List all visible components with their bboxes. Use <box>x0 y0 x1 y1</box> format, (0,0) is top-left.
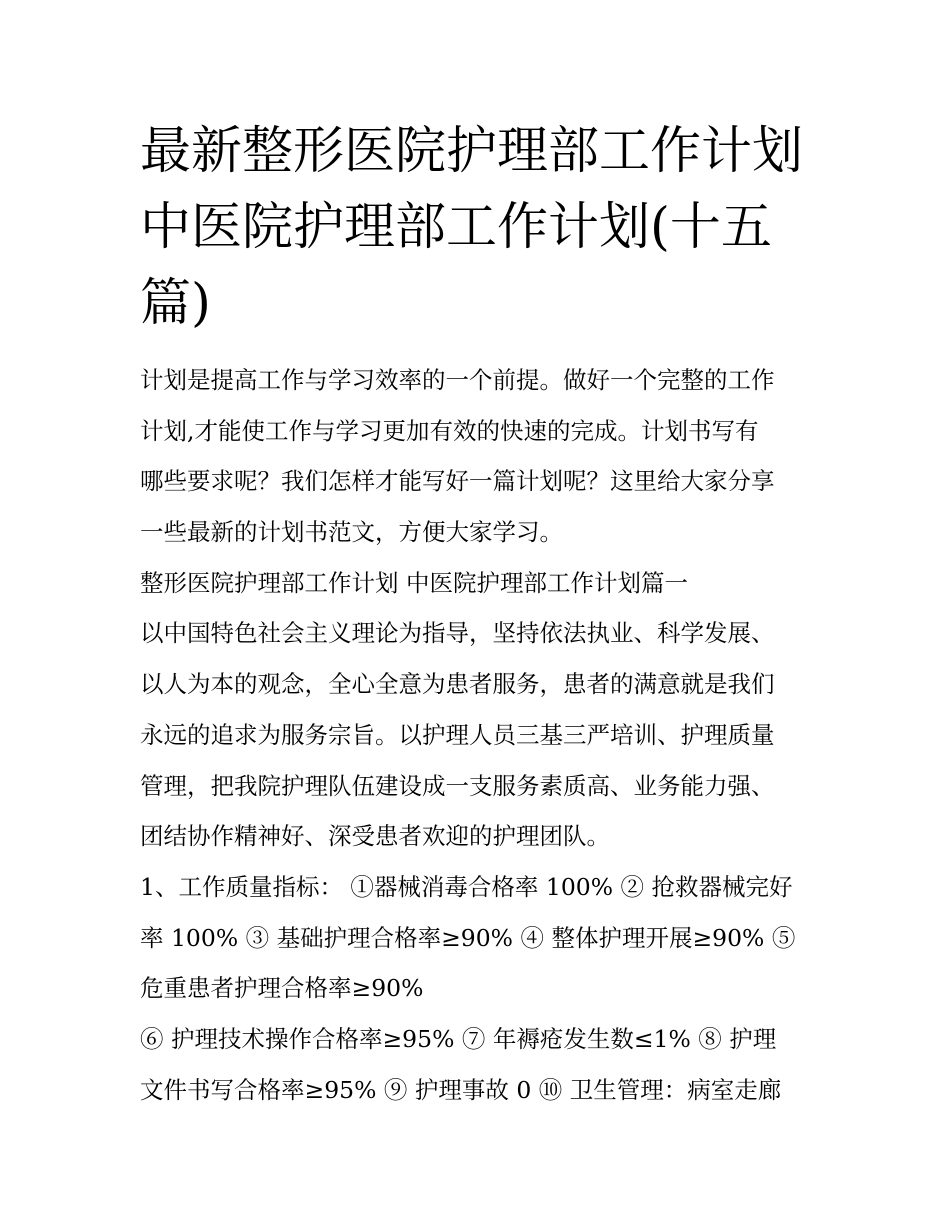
body-line: 一些最新的计划书范文，方便大家学习。 <box>140 518 563 547</box>
body-line: 团结协作精神好、深受患者欢迎的护理团队。 <box>140 822 610 851</box>
title-line: 篇) <box>140 274 211 333</box>
document-body <box>140 355 820 1115</box>
body-line: 以中国特色社会主义理论为指导，坚持依法执业、科学发展、 <box>140 619 775 648</box>
body-line: 管理，把我院护理队伍建设成一支服务素质高、业务能力强、 <box>140 771 775 800</box>
title-line: 中医院护理部工作计划(十五 <box>140 198 772 257</box>
body-line: 计划,才能使工作与学习更加有效的快速的完成。计划书写有 <box>140 416 759 445</box>
title-line: 最新整形医院护理部工作计划 <box>140 122 804 181</box>
body-line: 计划是提高工作与学习效率的一个前提。做好一个完整的工作 <box>140 366 775 394</box>
body-line: 以人为本的观念，全心全意为患者服务，患者的满意就是我们 <box>140 670 775 699</box>
body-line: 1、工作质量指标： ①器械消毒合格率 100% ② 抢救器械完好 <box>140 872 793 901</box>
body-line: 永远的追求为服务宗旨。以护理人员三基三严培训、护理质量 <box>140 720 775 749</box>
body-line: ⑥ 护理技术操作合格率≥95% ⑦ 年褥疮发生数≤1% ⑧ 护理 <box>140 1024 777 1053</box>
body-line: 危重患者护理合格率≥90% <box>140 974 424 1003</box>
body-line: 率 100% ③ 基础护理合格率≥90% ④ 整体护理开展≥90% ⑤ <box>140 923 796 952</box>
body-line: 文件书写合格率≥95% ⑨ 护理事故 0 ⑩ 卫生管理：病室走廊 <box>140 1075 782 1104</box>
document-title <box>140 114 820 342</box>
section-heading: 整形医院护理部工作计划 中医院护理部工作计划篇一 <box>140 568 688 597</box>
body-line: 哪些要求呢？我们怎样才能写好一篇计划呢？这里给大家分享 <box>140 467 775 496</box>
